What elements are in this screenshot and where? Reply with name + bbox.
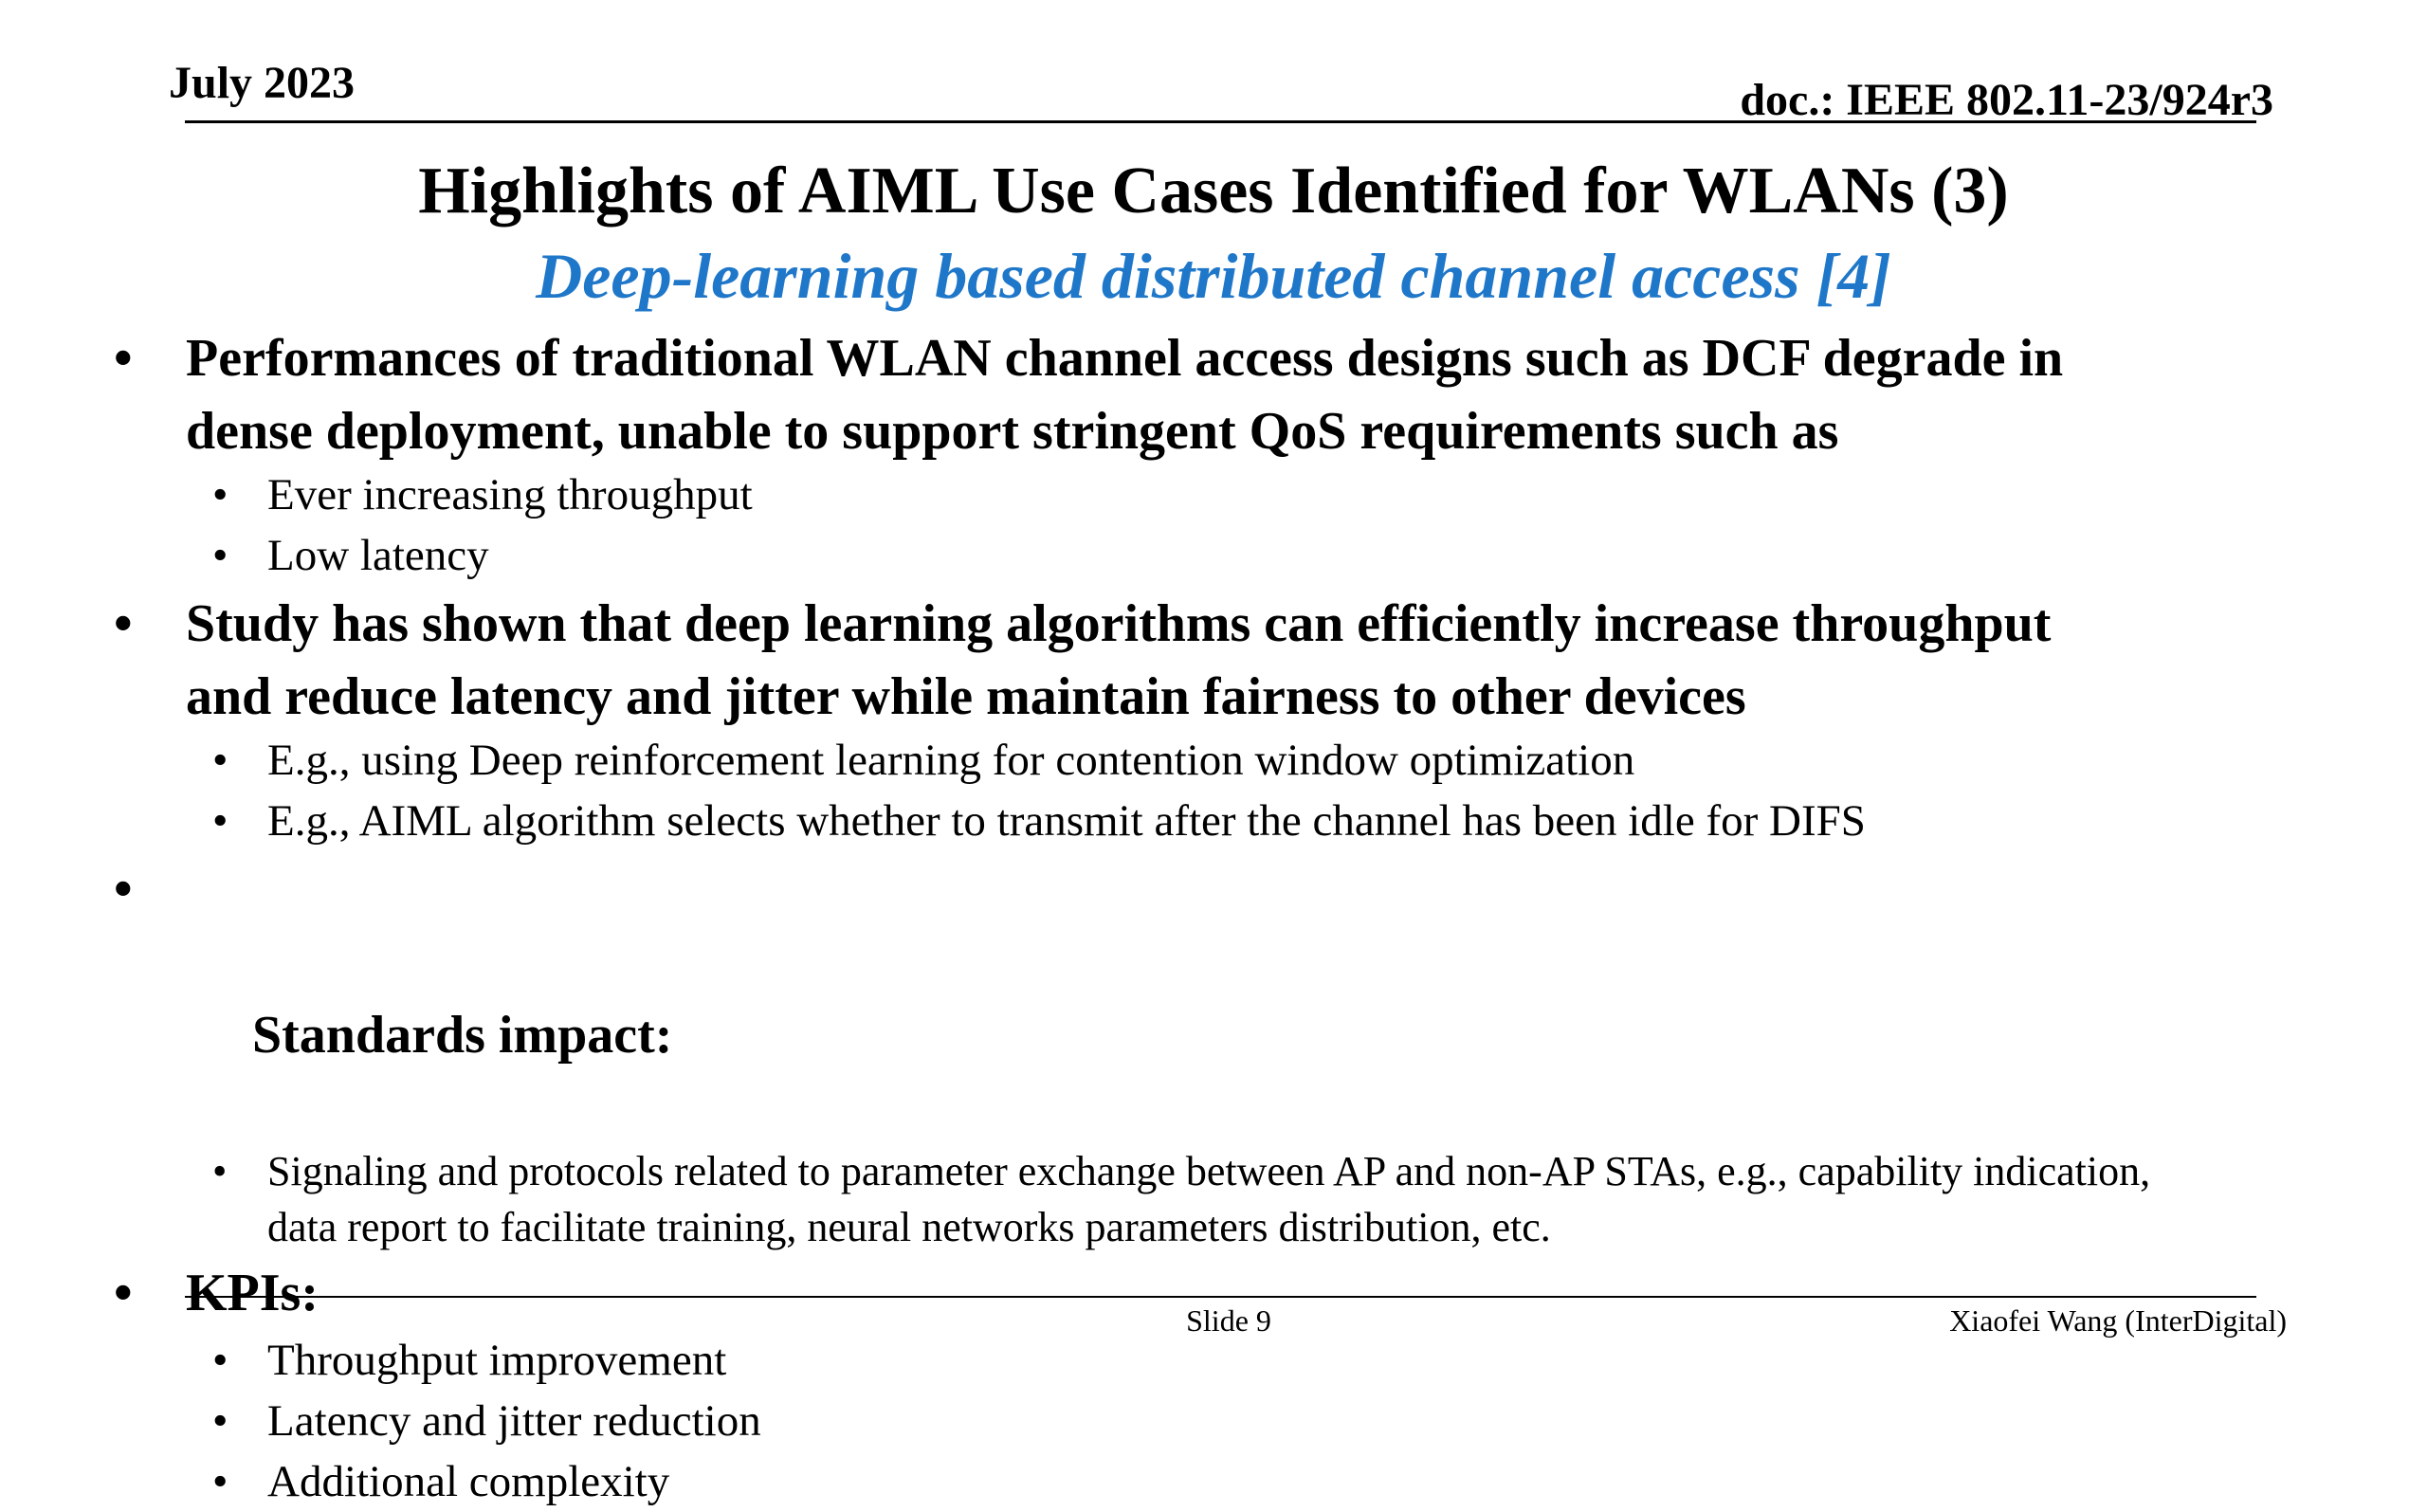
sub-bullet-text: E.g., using Deep reinforcement learning for contention window optimization bbox=[267, 736, 1635, 785]
bullet-dot: • bbox=[212, 736, 228, 785]
sub-bullet-text: Signaling and protocols related to parameter exchange between AP and non-AP STAs, e.g., capability indication, bbox=[267, 1148, 2151, 1194]
bullet-dot: • bbox=[212, 1148, 228, 1194]
bullet-line: Performances of traditional WLAN channel access designs such as DCF degrade in bbox=[186, 329, 2064, 388]
bullet-dot: • bbox=[212, 1457, 228, 1506]
header-doc-id: doc.: IEEE 802.11-23/924r3 bbox=[1740, 75, 2273, 125]
sub-bullet-signaling bbox=[114, 1143, 2389, 1255]
bullet-dot: • bbox=[212, 1336, 228, 1385]
sub-bullet-text: Latency and jitter reduction bbox=[267, 1396, 761, 1446]
sub-bullet-latency-jitter bbox=[114, 1391, 2389, 1451]
bullet-dot: • bbox=[114, 860, 133, 919]
footer-slide-number: Slide 9 bbox=[1186, 1303, 1271, 1338]
bullet-dot: • bbox=[114, 594, 133, 653]
slide-subtitle: Deep-learning based distributed channel access [4] bbox=[536, 240, 1891, 312]
sub-bullet-throughput bbox=[114, 465, 2389, 525]
sub-bullet-complexity bbox=[114, 1451, 2389, 1512]
bullet-dot: • bbox=[114, 1264, 133, 1322]
bullet-line: dense deployment, unable to support stringent QoS requirements such as bbox=[186, 402, 1839, 461]
bullet-deep-learning-study bbox=[114, 588, 2389, 734]
sub-bullet-difs-example bbox=[114, 791, 2389, 851]
sub-bullet-drl-example bbox=[114, 730, 2389, 791]
bullet-line: Study has shown that deep learning algorithms can efficiently increase throughput bbox=[186, 594, 2052, 653]
bullet-dot: • bbox=[114, 329, 133, 388]
bullet-dot: • bbox=[212, 470, 228, 519]
bullet-dot: • bbox=[212, 796, 228, 846]
slide-title: Highlights of AIML Use Cases Identified for WLANs (3) bbox=[418, 155, 2009, 228]
sub-bullet-text: Additional complexity bbox=[267, 1457, 670, 1506]
header-divider bbox=[185, 120, 2256, 123]
bullet-line: Standards impact: bbox=[239, 1006, 673, 1065]
bullet-performance-degradation bbox=[114, 322, 2389, 468]
bullet-standards-impact bbox=[114, 853, 2389, 1145]
footer-divider bbox=[185, 1296, 2256, 1298]
sub-bullet-text: Ever increasing throughput bbox=[267, 470, 753, 519]
sub-bullet-text: data report to facilitate training, neural networks parameters distribution, etc. bbox=[267, 1204, 1551, 1250]
bullet-line: KPIs: bbox=[186, 1264, 319, 1322]
sub-bullet-text: E.g., AIML algorithm selects whether to transmit after the channel has been idle for DIFS bbox=[267, 796, 1866, 846]
sub-bullet-text: Throughput improvement bbox=[267, 1336, 727, 1385]
bullet-line: and reduce latency and jitter while maintain fairness to other devices bbox=[186, 667, 1746, 726]
header-date: July 2023 bbox=[169, 58, 356, 108]
bullet-dot: • bbox=[212, 1396, 228, 1446]
sub-bullet-text: Low latency bbox=[267, 531, 489, 580]
sub-bullet-latency bbox=[114, 525, 2389, 586]
footer-author: Xiaofei Wang (InterDigital) bbox=[1949, 1303, 2287, 1338]
bullet-dot: • bbox=[212, 531, 228, 580]
